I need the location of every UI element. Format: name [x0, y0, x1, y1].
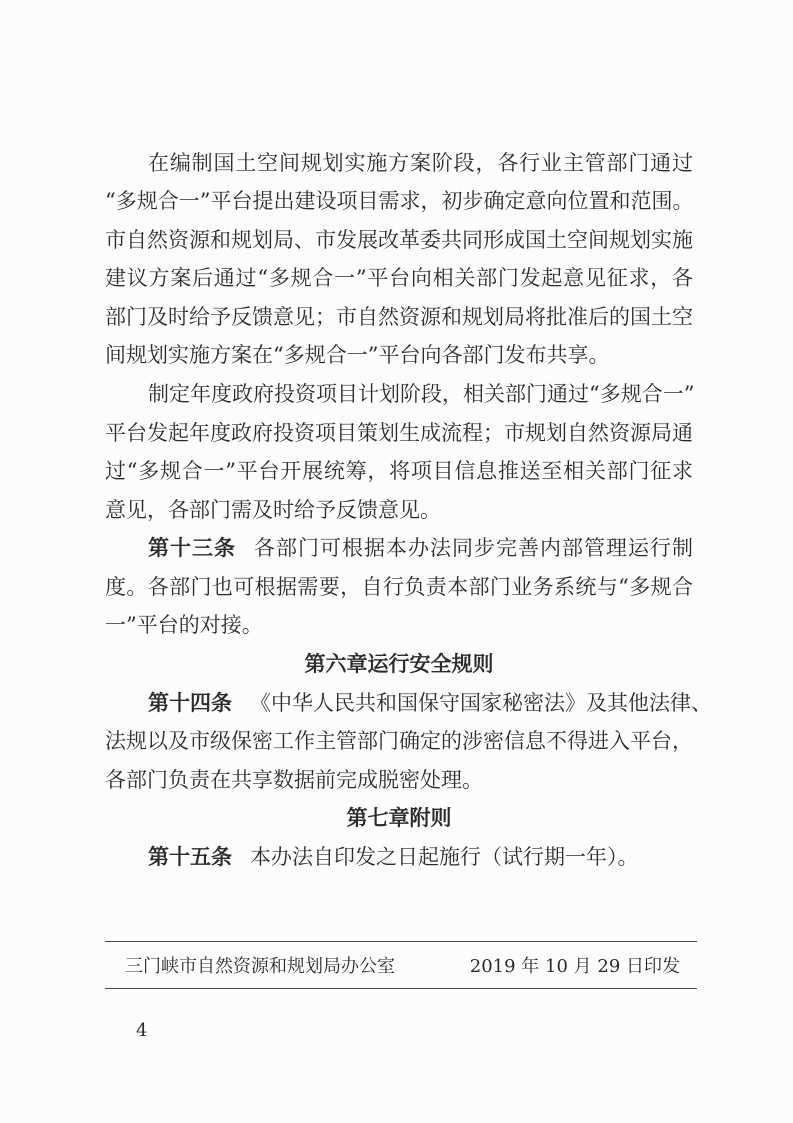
paragraph-line: 意见，各部门需及时给予反馈意见。: [105, 498, 441, 522]
article-label: 第十四条: [148, 690, 232, 715]
paragraph-line: 建议方案后通过“多规合一”平台向相关部门发起意见征求，各: [105, 266, 693, 290]
article-text: 各部门可根据本办法同步完善内部管理运行制: [254, 536, 693, 560]
paragraph-line: 法规以及市级保密工作主管部门确定的涉密信息不得进入平台，: [105, 729, 693, 753]
paragraph-line: 在编制国土空间规划实施方案阶段，各行业主管部门通过: [148, 151, 693, 175]
paragraph-line: 市自然资源和规划局、市发展改革委共同形成国土空间规划实施: [105, 228, 693, 252]
chapter-heading: 第六章运行安全规则: [304, 651, 494, 676]
paragraph-line: 间规划实施方案在“多规合一”平台向各部门发布共享。: [105, 343, 610, 367]
article-text: 本办法自印发之日起施行（试行期一年）。: [250, 845, 639, 869]
paragraph-line: 一”平台的对接。: [105, 613, 263, 637]
paragraph-line: 平台发起年度政府投资项目策划生成流程；市规划自然资源局通: [105, 421, 693, 445]
paragraph-line: “多规合一”平台提出建设项目需求，初步确定意向位置和范围。: [105, 189, 694, 213]
article-label: 第十三条: [148, 535, 236, 560]
footer-bottom-rule: [105, 988, 697, 989]
article-text: 《中华人民共和国保守国家秘密法》及其他法律、: [250, 691, 712, 715]
paragraph-line: 部门及时给予反馈意见；市自然资源和规划局将批准后的国土空: [105, 305, 693, 329]
paragraph-line: 度。各部门也可根据需要，自行负责本部门业务系统与“多规合: [105, 575, 693, 599]
article-13-line: [148, 534, 693, 562]
footer-date: 2019 年 10 月 29 日印发: [469, 956, 680, 977]
page-number: 4: [136, 1020, 148, 1041]
paragraph-line: 各部门负责在共享数据前完成脱密处理。: [105, 768, 483, 792]
footer-top-rule: [105, 941, 697, 942]
article-14-line: [148, 689, 712, 717]
paragraph-line: 制定年度政府投资项目计划阶段，相关部门通过“多规合一”: [148, 382, 695, 406]
chapter-heading: 第七章附则: [346, 805, 452, 830]
article-label: 第十五条: [148, 844, 232, 869]
paragraph-line: 过“多规合一”平台开展统筹，将项目信息推送至相关部门征求: [105, 459, 693, 483]
article-15-line: [148, 843, 693, 871]
footer-issuer: 三门峡市自然资源和规划局办公室: [125, 956, 395, 977]
